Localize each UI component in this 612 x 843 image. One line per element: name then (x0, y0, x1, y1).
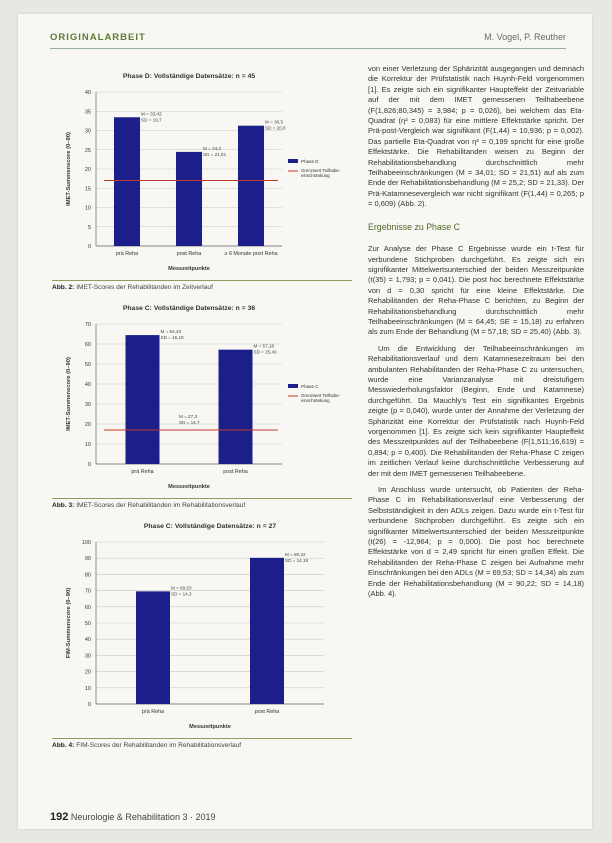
legend-entry: Grenzwert Teilhabe- (301, 168, 341, 173)
x-tick-label: post Reha (223, 469, 248, 475)
y-tick-label: 30 (84, 128, 91, 135)
data-label: M = 90,22 (285, 551, 306, 557)
page (18, 14, 592, 829)
figure-phase-c-imet (52, 298, 352, 494)
y-tick-label: 0 (87, 244, 91, 250)
y-tick-label: 50 (84, 621, 91, 627)
legend-entry: Grenzwert Teilhabe- (301, 393, 341, 398)
data-label: M = 30,5 (265, 119, 284, 125)
x-tick-label: ≥ 6 Monate post Reha (224, 251, 278, 257)
bar (176, 152, 202, 246)
data-label: SD = 25,40 (253, 349, 277, 355)
legend-entry: Phase C (301, 384, 319, 389)
y-tick-label: 10 (84, 442, 91, 448)
y-tick-label: 30 (84, 653, 91, 660)
x-axis-label: Messzeitpunkte (168, 484, 210, 490)
y-tick-label: 60 (84, 604, 91, 611)
x-axis-label: Messzeitpunkte (189, 724, 231, 730)
page-footer (50, 811, 215, 823)
y-tick-label: 70 (84, 322, 91, 328)
caption-text: FIM-Scores der Rehabilitanden im Rehabilitationsverlauf (76, 742, 242, 749)
header-rule (50, 48, 566, 49)
x-tick-label: post Reha (254, 709, 280, 715)
chart-title: Phase C: Vollständige Datensätze: n = 36 (122, 305, 256, 312)
legend-swatch-bar (288, 384, 298, 388)
authors-header: M. Vogel, P. Reuther (484, 32, 566, 42)
data-label: M = 24,2 (203, 145, 222, 151)
section-heading: Ergebnisse zu Phase C (368, 221, 460, 232)
chart-title: Phase D: Vollständige Datensätze: n = 45 (122, 73, 256, 80)
page-number: 192 (50, 811, 69, 823)
y-tick-label: 90 (84, 556, 91, 563)
chart-phase-d (52, 66, 352, 276)
caption-text: IMET-Scores der Rehabilitanden im Rehabilitationsverlauf (76, 502, 246, 509)
legend-entry: einschränkung (301, 173, 330, 178)
x-axis-label: Messzeitpunkte (168, 266, 210, 272)
y-tick-label: 60 (84, 342, 91, 348)
y-tick-label: 100 (81, 540, 91, 546)
y-axis-label: IMET-Summenscore (0–90) (66, 132, 72, 206)
figure-phase-d (52, 66, 352, 276)
legend-entry: einschränkung (301, 398, 330, 403)
legend-swatch-bar (288, 159, 298, 163)
caption-fig2 (52, 280, 352, 291)
caption-fig3 (52, 498, 352, 509)
text-column (368, 64, 584, 600)
y-tick-label: 10 (84, 205, 91, 212)
data-label: M = 33,43 (141, 111, 162, 117)
y-tick-label: 20 (84, 422, 91, 428)
data-label: SD = 14,18 (285, 557, 309, 563)
legend-entry: Phase D (301, 159, 319, 164)
data-label: SD = 20,8 (265, 125, 286, 131)
data-label: M = 69,53 (171, 585, 192, 591)
data-label: SD = 14,3 (171, 591, 192, 597)
y-tick-label: 50 (84, 362, 91, 368)
paragraph: Zur Analyse der Phase C Ergebnisse wurde ein t-Test für verbundene Stichproben durchgeführt. Es zeigte sich ein signifikanter Mittelwertsunterschied der beiden Messzeitpunkte (t(35) = 1,793; p = 0,041). Die post hoc berechnete Effektstärke von d = 0,30 spricht für eine kleine Effektstärke. Die Rehabilitanden der Reha-Phase C berichten, zu Beginn der Rehabilitationsbehandlung durchschnittlich mehr Teilhabeeinschränkungen (M = 64,45; SE = 15,18) zu erfahren als zum Ende der Behandlung (M = 57,18; SD = 25,40) (Abb. 3). (368, 244, 584, 337)
figure-phase-c-fim (52, 516, 352, 734)
paragraph: Um die Entwicklung der Teilhabeeinschränkungen im Rehabilitationsverlauf und dem Katamnesezeitraum bei den ambulanten Rehabilitanden der Reha-Phase C zu untersuchen, wurde eine Varianzanalyse mit dreistufigem Messwiederholungsfaktor (Beginn, Ende und Katamnese) durchgeführt. Da Mauchly’s Test ein signifikantes Ergebnis zeigte (p = 0,040), wurde unter der Annahme der Verletzung der Sphärizität eine Korrektur der Prüfstatistik nach Huynh-Feld vorgenommen [1]. Es zeigte sich kein signifikanter Haupteffekt des Messzeitpunktes auf der Teilhabeebene (F(1,511;16,619) = 0,894; p = 0,400). Die Rehabilitanden der Reha-Phase C zeigen im zeitlichen Verlauf keine durchschnittliche Verbesserung auf der mit dem IMET gemessenen Teilhabeebene. (368, 343, 584, 478)
y-tick-label: 70 (84, 588, 91, 595)
y-tick-label: 20 (84, 669, 91, 676)
data-label: M = 57,18 (253, 343, 275, 349)
data-label: SD = 15,18 (160, 335, 184, 341)
caption-fig4 (52, 738, 352, 749)
y-tick-label: 40 (84, 382, 91, 388)
data-label: SD = 19,7 (141, 117, 162, 123)
caption-label: Abb. 2: (52, 284, 75, 291)
bar (250, 558, 284, 704)
y-tick-label: 30 (84, 402, 91, 408)
bar (219, 350, 253, 464)
y-tick-label: 0 (87, 702, 91, 708)
chart-title: Phase C: Vollständige Datensätze: n = 27 (143, 523, 277, 530)
caption-label: Abb. 3: (52, 502, 75, 509)
paragraph: von einer Verletzung der Sphärizität ausgegangen und demnach die Korrektur der Prüfstatistik nach Huynh-Feld vorgenommen [1]. Es zeigte sich ein signifikanter Haupteffekt der Zeitvariable auf der mit dem IMET gemessenen Teilhabeebene (F(1,826;80,345) = 3,984; p = 0,026), bei welchem das Eta-Quadrat (η² = 0,083) für eine mittlere Effektstärke spricht. Der Prä-post-Vergleich war signifikant (F(1,44) = 10,936; p = 0,002). Das partielle Eta-Quadrat von η² = 0,199 spricht für eine große Effektstärke. Die Rehabilitanden weisen zu Beginn der Rehabilitationsbehandlung durchschnittlich mehr Teilhabeeinschränkungen (M = 34,01; SD = 21,51) auf als zum Ende der Rehabilitationsbehandlung (M = 25,2; SD = 21,33). Der Prä-Katamnesevergleich war nicht signifikant (F(1,44) = 0,265; p = 0,609) (Abb. 2). (368, 64, 584, 209)
y-tick-label: 25 (84, 147, 91, 154)
bar (238, 126, 264, 246)
x-tick-label: post Reha (176, 251, 202, 257)
y-tick-label: 40 (84, 637, 91, 644)
bar (136, 591, 170, 704)
data-label: SD = 14,7 (179, 420, 200, 425)
section-label: ORIGINALARBEIT (50, 32, 146, 43)
x-tick-label: prä Reha (131, 469, 154, 475)
y-tick-label: 20 (84, 167, 91, 173)
data-label: SD = 21,51 (203, 151, 227, 157)
data-label: M = 64,43 (160, 329, 182, 335)
caption-label: Abb. 4: (52, 742, 75, 749)
journal-name: Neurologie & Rehabilitation 3 · 2019 (70, 812, 216, 822)
chart-phase-c-imet (52, 298, 352, 494)
y-tick-label: 10 (84, 685, 91, 692)
y-tick-label: 35 (84, 109, 91, 116)
chart-phase-c-fim (52, 516, 352, 734)
x-tick-label: prä Reha (141, 709, 165, 715)
y-axis-label: IMET-Summenscore (0–90) (66, 357, 72, 431)
x-tick-label: prä Reha (115, 251, 139, 257)
y-tick-label: 15 (84, 186, 91, 193)
caption-text: IMET-Scores der Rehabilitanden im Zeitverlauf (76, 284, 213, 291)
bar (114, 117, 140, 246)
y-axis-label: FIM-Summenscore (0–90) (66, 587, 72, 659)
paragraph: Im Anschluss wurde untersucht, ob Patienten der Reha-Phase C im Rehabilitationsverlauf eine Verbesserung der Selbstständigkeit in den ADLs zeigen. Dazu wurde ein t-Test für verbundene Stichproben durchgeführt. Es zeigte sich ein signifikanter Mittelwertsunterschied der beiden Messzeitpunkte (t(26) = -12,964; p = 0,000). Die post hoc berechnete Effektstärke von d = 2,49 spricht für einen großen Effekt. Die Rehabilitanden der Reha-Phase C zeigen bei Aufnahme mehr Einschränkungen bei den ADLs (M = 69,53; SD = 14,34) als zum Ende der Rehabilitationsbehandlung (M = 90,22; SD = 14,18) (Abb. 4). (368, 485, 584, 599)
y-tick-label: 5 (87, 224, 91, 231)
y-tick-label: 40 (84, 90, 91, 96)
data-label: M = 27,3 (179, 414, 198, 419)
y-tick-label: 0 (87, 462, 91, 468)
y-tick-label: 80 (84, 572, 91, 579)
bar (126, 335, 160, 464)
